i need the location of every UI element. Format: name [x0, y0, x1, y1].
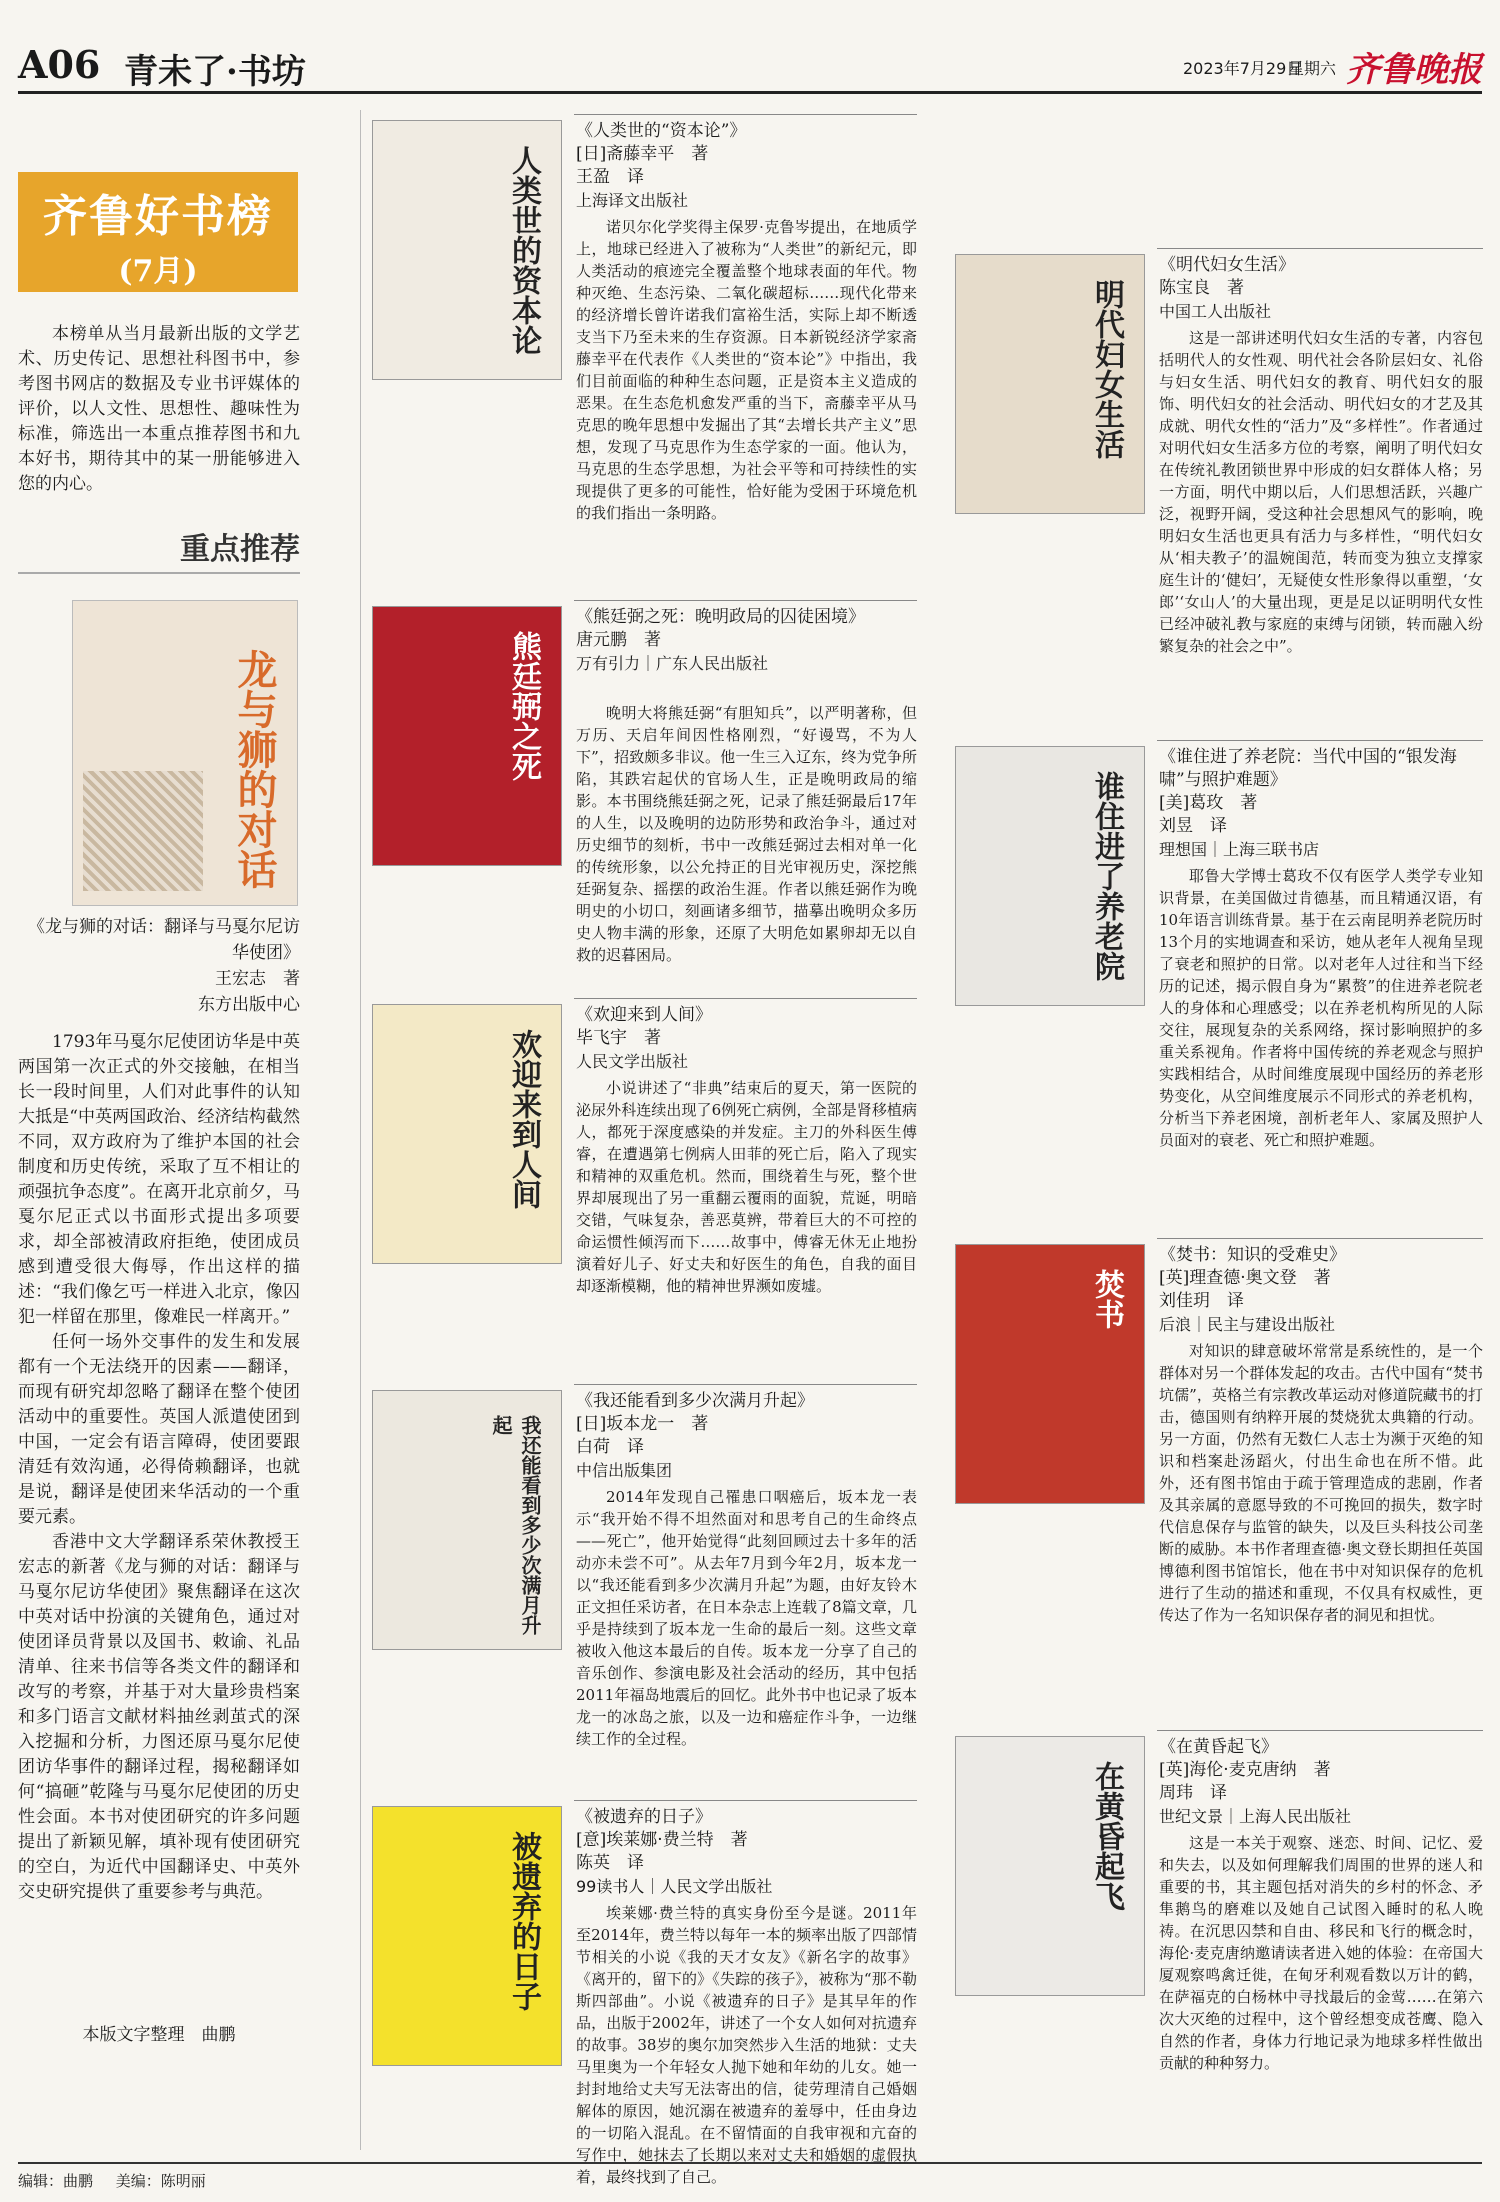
list-month: (7月) [118, 254, 198, 289]
page-number: A06 [18, 42, 101, 87]
entry-divider [574, 998, 917, 999]
book-publisher: 人民文学出版社 [576, 1052, 689, 1071]
book-translator: 刘昱 译 [1159, 816, 1227, 836]
book-meta [576, 1806, 917, 1898]
text-credit: 本版文字整理 曲鹏 [82, 2025, 236, 2045]
featured-cover-title: 龙与狮的对话 [231, 649, 278, 889]
book-review: 晚明大将熊廷弼“有胆知兵”，以严明著称，但万历、天启年间因性格刚烈，“好谩骂，不为人下”，招致颇多非议。他一生三入辽东，终为党争所陷，其跌宕起伏的官场人生，正是晚明政局的缩影。本书围绕熊廷弼之死，记录了熊廷弼最后17年的人生，以及晚明的边防形势和政治争斗，通过对历史细节的刻析，书中一改熊廷弼过去相对单一化的传统形象，以公允持正的目光审视历史，深挖熊廷弼复杂、摇摆的政治生涯。作者以熊廷弼作为晚明史的小切口，刻画诸多细节，描摹出晚明众多历史人物丰满的形象，还原了大明危如累卵却无以自救的迟暮困局。 [576, 704, 917, 964]
book-title: 《谁住进了养老院：当代中国的“银发海啸”与照护难题》 [1159, 747, 1457, 790]
book-review: 这是一本关于观察、迷恋、时间、记忆、爱和失去，以及如何理解我们周围的世界的迷人和重要的书，其主题包括对消失的乡村的怀念、矛隼鹅鸟的磨难以及她自己试图入睡时的私人晚祷。在沉思囚禁和自由、移民和飞行的概念时，海伦·麦克唐纳邀请读者进入她的体验：在帝国大厦观察鸣禽迁徙，在甸牙利观看数以万计的鹤，在萨福克的白杨林中寻找最后的金莺……在第六次大灭绝的过程中，这个曾经想变成苍鹰、隐入自然的作者，身体力行地记录为地球多样性做出贡献的种种努力。 [1159, 1834, 1483, 2072]
entry-divider [1157, 248, 1483, 249]
book-review: 这是一部讲述明代妇女生活的专著，内容包括明代人的女性观、明代社会各阶层妇女、礼俗与妇女生活、明代妇女的教育、明代妇女的服饰、明代妇女的社会活动、明代妇女的才艺及其成就、明代女性的“活力”及“多样性”。作者通过对明代妇女生活多方位的考察，阐明了明代妇女在传统礼教团锁世界中形成的妇女群体人格；另一方面，明代中期以后，人们思想活跃，兴趣广泛，视野开阔，受这种社会思想风气的影响，晚明妇女生活也更具有活力与多样性，“明代妇女从‘相夫教子’的温婉闺范，转而变为独立支撑家庭生计的‘健妇’，无疑使女性形象得以重塑，‘女郎’‘女山人’的大量出现，更是足以证明明代女性已经冲破礼教与家庭的束缚与闭锁，转而融入纷繁复杂的社会之中”。 [1159, 329, 1483, 655]
entry-divider [574, 1800, 917, 1801]
book-cover [955, 1244, 1145, 1504]
book-translator: 刘佳玥 译 [1159, 1291, 1244, 1311]
featured-book-cover [72, 600, 298, 906]
cover-title: 在黄昏起飞 [1089, 1761, 1124, 1911]
book-publisher: 中国工人出版社 [1159, 302, 1272, 321]
book-publisher: 上海译文出版社 [576, 191, 689, 210]
book-review: 埃莱娜·费兰特的真实身份至今是谜。2011年至2014年，费兰特以每年一本的频率出版了四部情节相关的小说《我的天才女友》《新名字的故事》《离开的，留下的》《失踪的孩子》，被称为“那不勒斯四部曲”。小说《被遗弃的日子》是其早年的作品，出版于2002年，讲述了一个女人如何对抗遗弃的故事。38岁的奥尔加突然步入生活的地狱：丈夫马里奥为一个年轻女人抛下她和年幼的儿女。她一封封地给丈夫写无法寄出的信，徒劳理清自己婚姻解体的原因，她沉溺在被遗弃的羞辱中，任由身边的一切陷入混乱。在不留情面的自我审视和亢奋的写作中，她抹去了长期以来对丈夫和婚姻的虚假执着，最终找到了自己。 [576, 1904, 917, 2186]
book-meta [576, 606, 917, 675]
book-translator: 陈英 译 [576, 1853, 644, 1873]
featured-book-meta [18, 914, 300, 1018]
featured-paragraph: 任何一场外交事件的发生和发展都有一个无法绕开的因素——翻译，而现有研究却忽略了翻译在整个使团活动中的重要性。英国人派遣使团到中国，一定会有语言障碍，使团要跟清廷有效沟通，必得倚赖翻译，也就是说，翻译是使团来华活动的一个重要元素。 [18, 1332, 300, 1527]
book-title: 《被遗弃的日子》 [576, 1807, 712, 1827]
newspaper-logo: 齐鲁晚报 [1346, 50, 1482, 90]
book-publisher: 99读书人｜人民文学出版社 [576, 1877, 773, 1896]
entry-divider [1157, 1730, 1483, 1731]
book-entry [955, 1238, 1483, 1730]
book-meta [1159, 254, 1483, 323]
book-review: 2014年发现自己罹患口咽癌后，坂本龙一表示“我开始不得不坦然面对和思考自己的生命终点——死亡”，他开始觉得“此刻回顾过去十多年的活动亦未尝不可”。从去年7月到今年2月，坂本龙一以“我还能看到多少次满月升起”为题，由好友铃木正文担任采访者，在日本杂志上连载了8篇文章，几乎是持续到了坂本龙一生命的最后一刻。这些文章被收入他这本最后的自传。坂本龙一分享了自己的音乐创作、参演电影及社会活动的经历，其中包括2011年福岛地震后的回忆。此外书中也记录了坂本龙一的冰岛之旅，以及一边和癌症作斗争，一边继续工作的全过程。 [576, 1488, 917, 1748]
book-entry [372, 1384, 917, 1804]
featured-review [18, 1030, 300, 1905]
book-publisher: 理想国｜上海三联书店 [1159, 840, 1320, 859]
section-title: 青未了·书坊 [124, 52, 306, 92]
book-entry [955, 248, 1483, 740]
book-translator: 白荷 译 [576, 1437, 644, 1457]
book-cover [955, 746, 1145, 1006]
book-meta [576, 120, 917, 212]
list-intro: 本榜单从当月最新出版的文学艺术、历史传记、思想社科图书中，参考图书网店的数据及专业书评媒体的评价，以人文性、思想性、趣味性为标准，筛选出一本重点推荐图书和九本好书，期待其中的某一册能够进入您的内心。 [18, 324, 300, 494]
page-footer [18, 2162, 1482, 2191]
designer-credit: 美编：陈明丽 [115, 2172, 206, 2190]
page-header [18, 42, 1482, 94]
book-title: 《明代妇女生活》 [1159, 255, 1295, 275]
book-meta [1159, 1736, 1483, 1828]
book-review: 耶鲁大学博士葛玫不仅有医学人类学专业知识背景，在美国做过肯德基，而且精通汉语，有10年语言训练背景。基于在云南昆明养老院历时13个月的实地调查和采访，她从老年人视角呈现了衰老和照护的日常。以对老年人过往和当下经历的记述，揭示假自身为“累赘”的住进养老院老人的身体和心理感受；以在养老机构所见的人际交往，展现复杂的关系网络，探讨影响照护的多重关系视角。作者将中国传统的养老观念与照护实践相结合，从时间维度展现中国经历的养老形势变化，从空间维度展示不同形式的养老机构，分析当下养老困境，剖析老年人、家属及照护人员面对的衰老、死亡和照护难题。 [1159, 867, 1483, 1149]
entry-divider [574, 600, 917, 601]
book-entry [372, 998, 917, 1390]
book-translator: 王盈 译 [576, 167, 644, 187]
entry-divider [574, 114, 917, 115]
book-meta [1159, 746, 1483, 861]
book-author: [美]葛玫 著 [1159, 793, 1258, 813]
column-divider [360, 110, 361, 2150]
book-publisher: 万有引力｜广东人民出版社 [576, 654, 769, 673]
book-publisher: 世纪文景｜上海人民出版社 [1159, 1807, 1352, 1826]
book-cover [955, 254, 1145, 514]
book-cover [372, 1004, 562, 1264]
book-title: 《在黄昏起飞》 [1159, 1737, 1278, 1757]
book-cover [372, 1390, 562, 1650]
featured-heading: 重点推荐 [18, 524, 300, 574]
book-meta [576, 1390, 917, 1482]
book-entry [372, 600, 917, 990]
book-title: 《欢迎来到人间》 [576, 1005, 712, 1025]
featured-paragraph: 香港中文大学翻译系荣休教授王宏志的新著《龙与狮的对话：翻译与马戛尔尼访华使团》聚焦翻译在这次中英对话中扮演的关键角色，通过对使团译员背景以及国书、敕谕、礼品清单、往来书信等各类文件的翻译和改写的考察，并基于对大量珍贵档案和多门语言文献材料抽丝剥茧式的深入挖掘和分析，力图还原马戛尔尼使团访华事件的翻译过程，揭秘翻译如何“搞砸”乾隆与马戛尔尼使团的历史性会面。本书对使团研究的许多问题提出了新颖见解，填补现有使团研究的空白，为近代中国翻译史、中英外交史研究提供了重要参考与典范。 [18, 1532, 300, 1902]
book-translator: 周玮 译 [1159, 1783, 1227, 1803]
featured-paragraph: 1793年马戛尔尼使团访华是中英两国第一次正式的外交接触，在相当长一段时间里，人们对此事件的认知大抵是“中英两国政治、经济结构截然不同，双方政府为了维护本国的社会制度和历史传统，采取了互不相让的顽强抗争态度”。在离开北京前夕，马戛尔尼正式以书面形式提出多项要求，却全部被清政府拒绝，使团成员感到遭受很大侮辱，作出这样的描述：“我们像乞丐一样进入北京，像囚犯一样留在那里，像难民一样离开。” [18, 1032, 300, 1327]
list-banner [18, 172, 298, 292]
book-title: 《人类世的“资本论”》 [576, 121, 747, 141]
book-author: 陈宝良 著 [1159, 278, 1244, 298]
book-entry [372, 1800, 917, 2186]
featured-book-title: 《龙与狮的对话：翻译与马戛尔尼访华使团》 [28, 917, 300, 963]
book-cover [955, 1736, 1145, 1996]
book-cover [372, 606, 562, 866]
cover-title: 明代妇女生活 [1089, 279, 1124, 459]
book-cover [372, 1806, 562, 2066]
cover-title: 我还能看到多少次满月升起 [489, 1415, 542, 1635]
book-author: [意]埃莱娜·费兰特 著 [576, 1830, 748, 1850]
book-title: 《焚书：知识的受难史》 [1159, 1245, 1346, 1265]
book-meta [1159, 1244, 1483, 1336]
entry-divider [574, 1384, 917, 1385]
cover-title: 欢迎来到人间 [506, 1029, 541, 1209]
book-review: 诺贝尔化学奖得主保罗·克鲁岑提出，在地质学上，地球已经进入了被称为“人类世”的新纪元，即人类活动的痕迹完全覆盖整个地球表面的年代。物种灭绝、生态污染、二氧化碳超标……现代化带来的经济增长曾许诺我们富裕生活，实际上却不断透支当下乃至未来的生存资源。日本新锐经济学家斋藤幸平在代表作《人类世的“资本论”》中指出，我们目前面临的种种生态问题，正是资本主义造成的恶果。在生态危机愈发严重的当下，斋藤幸平从马克思的晚年思想中发掘出了其“去增长共产主义”思想，发现了马克思作为生态学家的一面。他认为，马克思的生态学思想，为社会平等和可持续性的实现提供了更多的可能性，恰好能为受困于环境危机的我们指出一条明路。 [576, 218, 917, 522]
book-meta [576, 1004, 917, 1073]
book-review: 对知识的肆意破坏常常是系统性的，是一个群体对另一个群体发起的攻击。古代中国有“焚书坑儒”，英格兰有宗教改革运动对修道院藏书的打击，德国则有纳粹开展的焚烧犹太典籍的行动。另一方面，仍然有无数仁人志士为濒于灭绝的知识和档案赴汤蹈火，付出生命也在所不惜。此外，还有图书馆由于疏于管理造成的悲剧，作者及其亲属的意愿导致的不可挽回的损失，数字时代信息保存与监管的缺失，以及巨头科技公司垄断的威胁。本书作者理查德·奥文登长期担任英国博德利图书馆馆长，他在书中对知识保存的危机进行了生动的描述和重现，不仅具有权威性，更传达了作为一名知识保存者的洞见和担忧。 [1159, 1342, 1483, 1624]
book-author: [日]坂本龙一 著 [576, 1414, 709, 1434]
book-title: 《我还能看到多少次满月升起》 [576, 1391, 814, 1411]
book-author: [英]理查德·奥文登 著 [1159, 1268, 1331, 1288]
book-entry [372, 114, 917, 594]
featured-book-author: 王宏志 著 [215, 969, 300, 989]
book-author: [英]海伦·麦克唐纳 著 [1159, 1760, 1331, 1780]
cover-title: 被遗弃的日子 [506, 1831, 541, 2011]
list-title: 齐鲁好书榜 [43, 191, 273, 242]
book-author: [日]斋藤幸平 著 [576, 144, 709, 164]
issue-date: 2023年7月29日 [1183, 59, 1303, 78]
cover-title: 熊廷弼之死 [506, 631, 541, 781]
book-author: 毕飞宇 著 [576, 1028, 661, 1048]
book-entry [955, 740, 1483, 1232]
cover-title: 人类世的资本论 [506, 145, 541, 355]
book-cover [372, 120, 562, 380]
entry-divider [1157, 740, 1483, 741]
editor-credit: 编辑：曲鹏 [18, 2172, 94, 2190]
featured-book-publisher: 东方出版中心 [198, 995, 300, 1015]
issue-weekday: 星期六 [1288, 59, 1337, 78]
cover-illustration [83, 771, 203, 891]
book-author: 唐元鹏 著 [576, 630, 661, 650]
book-publisher: 后浪｜民主与建设出版社 [1159, 1315, 1336, 1334]
book-title: 《熊廷弼之死：晚明政局的囚徒困境》 [576, 607, 865, 627]
book-entry [955, 1730, 1483, 2150]
book-publisher: 中信出版集团 [576, 1461, 673, 1480]
cover-title: 焚书 [1089, 1269, 1124, 1329]
cover-title: 谁住进了养老院 [1089, 771, 1124, 981]
book-review: 小说讲述了“非典”结束后的夏天，第一医院的泌尿外科连续出现了6例死亡病例，全部是肾移植病人，都死于深度感染的并发症。主刀的外科医生傅睿，在遭遇第七例病人田菲的死亡后，陷入了现实和精神的双重危机。然而，围绕着生与死，整个世界却展现出了另一重翻云覆雨的面貌，荒诞，明暗交错，气味复杂，善恶莫辨，带着巨大的不可控的命运惯性倾泻而下……故事中，傅睿无休无止地扮演着好儿子、好丈夫和好医生的角色，自我的面目却逐渐模糊，他的精神世界濒如废墟。 [576, 1079, 917, 1295]
entry-divider [1157, 1238, 1483, 1239]
